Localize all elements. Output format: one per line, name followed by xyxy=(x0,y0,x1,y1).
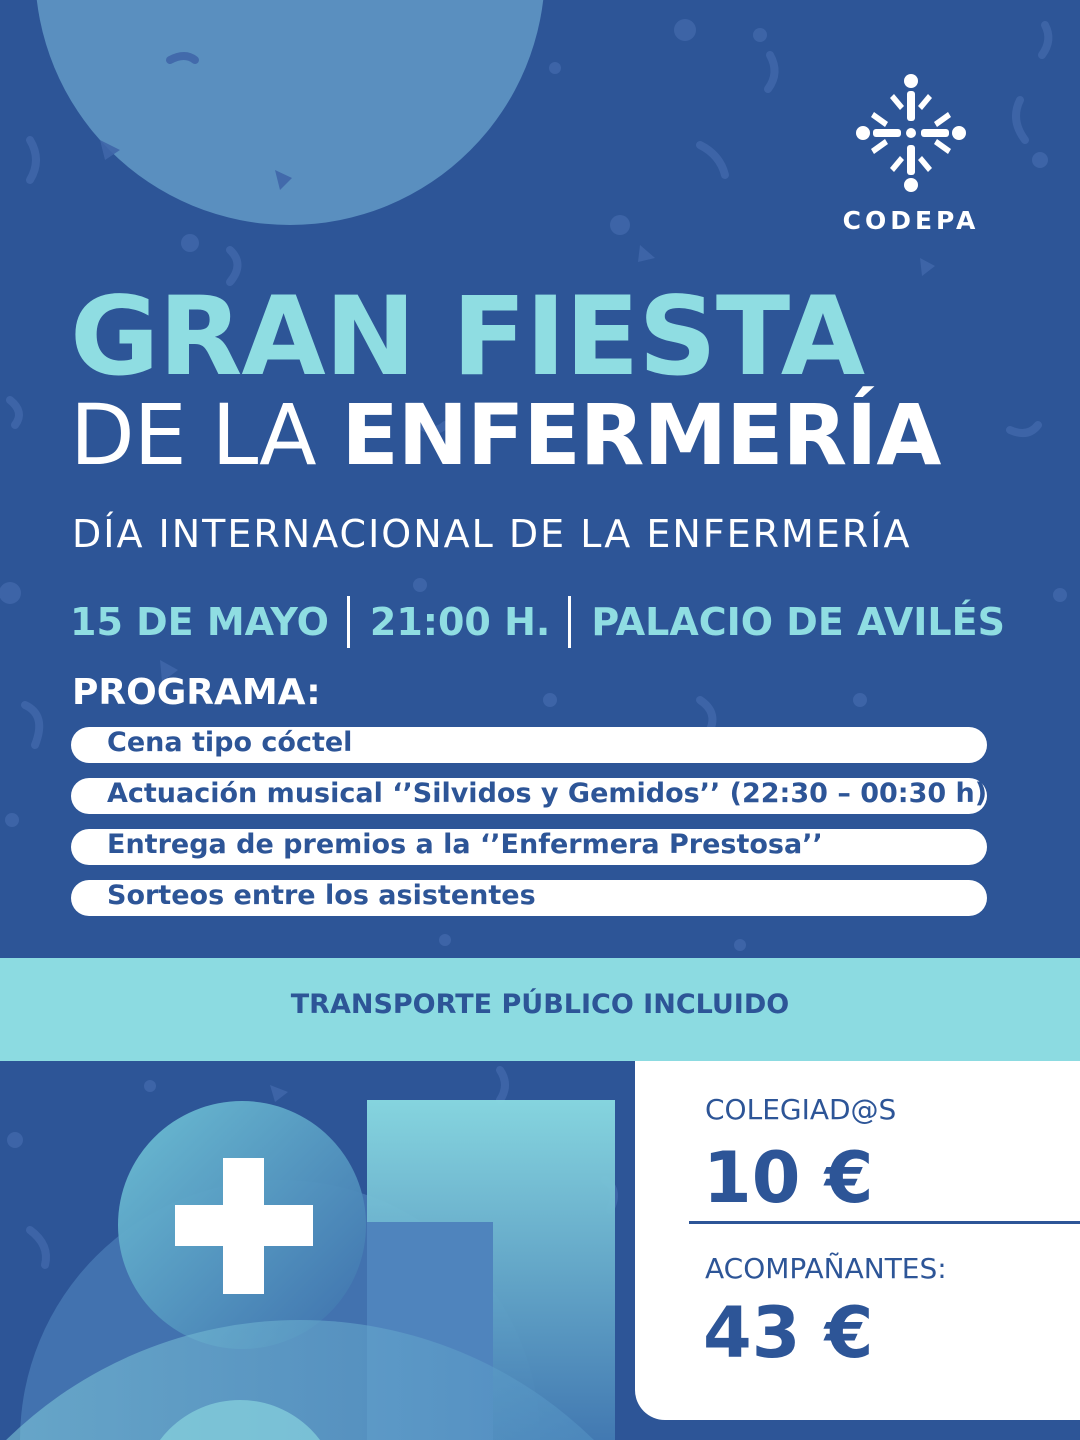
brand-logo xyxy=(836,74,986,235)
price-box xyxy=(635,1061,1080,1420)
program-item: Sorteos entre los asistentes xyxy=(71,880,987,916)
event-time: 21:00 H. xyxy=(369,600,551,644)
headline-line-1: GRAN FIESTA xyxy=(70,273,865,400)
event-date: 15 DE MAYO xyxy=(70,600,329,644)
medical-cross-icon xyxy=(175,1158,313,1294)
headline-line-2 xyxy=(70,386,941,484)
program-item: Entrega de premios a la ‘’Enfermera Prestosa’’ xyxy=(71,829,987,865)
event-info xyxy=(70,596,1005,648)
members-price: 10 € xyxy=(703,1137,874,1219)
program-item: Actuación musical ‘’Silvidos y Gemidos’’ (22:30 – 00:30 h) xyxy=(71,778,987,814)
divider xyxy=(347,596,350,648)
companions-price: 43 € xyxy=(703,1292,874,1374)
program-title: PROGRAMA: xyxy=(72,672,321,713)
headline-line-2-light: DE LA xyxy=(70,386,342,484)
members-label: COLEGIAD@S xyxy=(705,1093,897,1126)
divider xyxy=(568,596,571,648)
snowflake-people-icon xyxy=(856,74,966,192)
companions-label: ACOMPAÑANTES: xyxy=(705,1252,947,1285)
subtitle: DÍA INTERNACIONAL DE LA ENFERMERÍA xyxy=(72,512,912,556)
headline-line-2-bold: ENFERMERÍA xyxy=(341,386,941,484)
transport-banner: TRANSPORTE PÚBLICO INCLUIDO xyxy=(0,958,1080,1061)
price-divider xyxy=(689,1221,1080,1224)
program-item: Cena tipo cóctel xyxy=(71,727,987,763)
brand-name: CODEPA xyxy=(842,206,980,235)
event-venue: PALACIO DE AVILÉS xyxy=(591,600,1005,644)
